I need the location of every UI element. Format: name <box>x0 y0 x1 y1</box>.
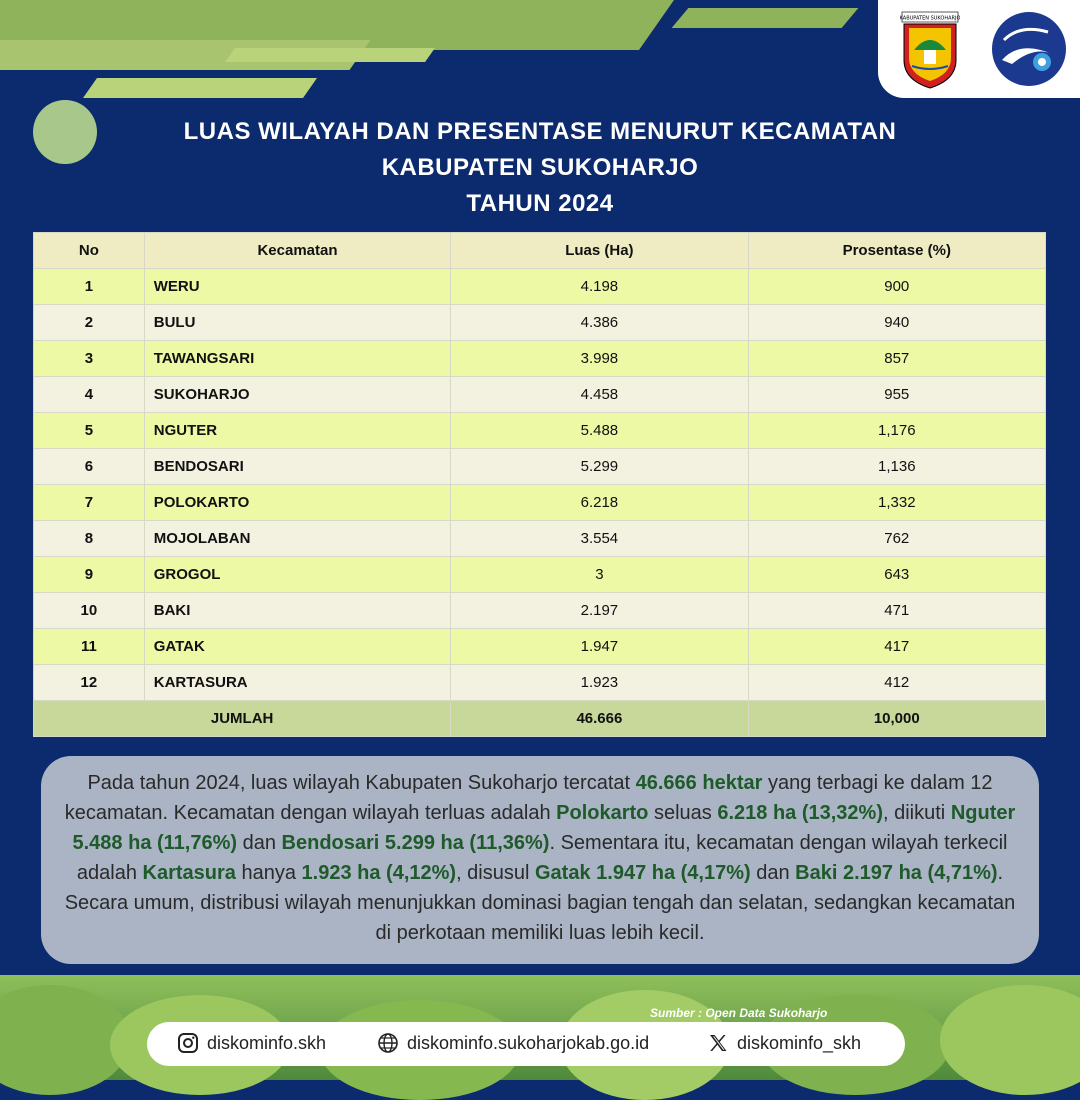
header-luas: Luas (Ha) <box>451 233 748 269</box>
cell-kecamatan: BAKI <box>144 593 450 629</box>
cell-luas: 4.386 <box>451 305 748 341</box>
cell-no: 8 <box>34 521 145 557</box>
data-table <box>33 232 1046 737</box>
cell-luas: 6.218 <box>451 485 748 521</box>
cell-luas: 3.554 <box>451 521 748 557</box>
cell-no: 6 <box>34 449 145 485</box>
cell-luas: 4.198 <box>451 269 748 305</box>
sukoharjo-shield-logo <box>900 10 960 90</box>
cell-prosentase: 1,332 <box>748 485 1045 521</box>
table-row <box>34 665 1046 701</box>
social-instagram[interactable] <box>177 1032 326 1054</box>
header-prosentase: Prosentase (%) <box>748 233 1045 269</box>
social-bar <box>147 1022 905 1066</box>
cell-kecamatan: POLOKARTO <box>144 485 450 521</box>
x-logo-icon <box>707 1032 729 1054</box>
summary-box <box>41 756 1039 964</box>
cell-prosentase: 417 <box>748 629 1045 665</box>
decor-stripe <box>672 8 859 28</box>
cell-kecamatan: BULU <box>144 305 450 341</box>
decor-stripe <box>83 78 317 98</box>
table-row <box>34 341 1046 377</box>
cell-no: 10 <box>34 593 145 629</box>
cell-kecamatan: GATAK <box>144 629 450 665</box>
cell-kecamatan: NGUTER <box>144 413 450 449</box>
total-label: JUMLAH <box>34 701 451 737</box>
page-title-line-1: LUAS WILAYAH DAN PRESENTASE MENURUT KECAMATAN <box>183 118 897 145</box>
source-note: Sumber : Open Data Sukoharjo <box>650 1006 828 1020</box>
x-handle: diskominfo_skh <box>737 1032 862 1053</box>
cell-luas: 5.299 <box>451 449 748 485</box>
area-table <box>33 232 1046 737</box>
cell-luas: 4.458 <box>451 377 748 413</box>
table-row <box>34 629 1046 665</box>
cell-kecamatan: MOJOLABAN <box>144 521 450 557</box>
table-header-row <box>34 233 1046 269</box>
table-row <box>34 521 1046 557</box>
cell-no: 1 <box>34 269 145 305</box>
social-website[interactable] <box>377 1032 649 1054</box>
cell-kecamatan: SUKOHARJO <box>144 377 450 413</box>
cell-no: 4 <box>34 377 145 413</box>
cell-no: 3 <box>34 341 145 377</box>
table-total-row <box>34 701 1046 737</box>
cell-prosentase: 940 <box>748 305 1045 341</box>
cell-prosentase: 643 <box>748 557 1045 593</box>
cell-prosentase: 1,176 <box>748 413 1045 449</box>
cell-prosentase: 471 <box>748 593 1045 629</box>
cell-luas: 1.947 <box>451 629 748 665</box>
table-row <box>34 413 1046 449</box>
total-luas: 46.666 <box>451 701 748 737</box>
table-row <box>34 377 1046 413</box>
social-x[interactable] <box>707 1032 861 1054</box>
cell-kecamatan: KARTASURA <box>144 665 450 701</box>
cell-kecamatan: BENDOSARI <box>144 449 450 485</box>
total-prosentase: 10,000 <box>748 701 1045 737</box>
cell-no: 12 <box>34 665 145 701</box>
cell-no: 9 <box>34 557 145 593</box>
cell-luas: 5.488 <box>451 413 748 449</box>
cell-no: 2 <box>34 305 145 341</box>
cell-no: 5 <box>34 413 145 449</box>
page-title-line-2: KABUPATEN SUKOHARJO <box>381 154 699 181</box>
instagram-icon <box>177 1032 199 1054</box>
table-row <box>34 485 1046 521</box>
cell-luas: 1.923 <box>451 665 748 701</box>
table-row <box>34 449 1046 485</box>
cell-prosentase: 955 <box>748 377 1045 413</box>
instagram-handle: diskominfo.skh <box>207 1032 327 1053</box>
cell-luas: 3 <box>451 557 748 593</box>
svg-text:KABUPATEN SUKOHARJO: KABUPATEN SUKOHARJO <box>900 15 960 22</box>
cell-prosentase: 1,136 <box>748 449 1045 485</box>
header-kecamatan: Kecamatan <box>144 233 450 269</box>
table-row <box>34 557 1046 593</box>
kominfo-logo <box>990 10 1068 88</box>
cell-kecamatan: TAWANGSARI <box>144 341 450 377</box>
cell-luas: 3.998 <box>451 341 748 377</box>
page-title-line-3: TAHUN 2024 <box>466 190 614 217</box>
cell-no: 7 <box>34 485 145 521</box>
cell-kecamatan: WERU <box>144 269 450 305</box>
table-row <box>34 269 1046 305</box>
cell-kecamatan: GROGOL <box>144 557 450 593</box>
decor-stripe <box>225 48 435 62</box>
cell-luas: 2.197 <box>451 593 748 629</box>
globe-icon <box>377 1032 399 1054</box>
summary-text: Pada tahun 2024, luas wilayah Kabupaten Sukoharjo tercatat 46.666 hektar yang terbagi ke dalam 12 kecamatan. Kecamatan dengan wilayah terluas adalah Polokarto seluas 6.218 ha (13,32%), diikuti Nguter 5.488 ha (11,76%) dan Bendosari 5.299 ha (11,36%). Sementara itu, kecamatan dengan wilayah terkecil adalah Kartasura hanya 1.923 ha (4,12%), disusul Gatak 1.947 ha (4,17%) dan Baki 2.197 ha (4,71%). Secara umum, distribusi wilayah menunjukkan dominasi bagian tengah dan selatan, sedangkan kecamatan di perkotaan memiliki luas lebih kecil. <box>64 772 1016 944</box>
logo-panel <box>878 0 1080 98</box>
table-row <box>34 305 1046 341</box>
cell-prosentase: 762 <box>748 521 1045 557</box>
cell-prosentase: 900 <box>748 269 1045 305</box>
cell-no: 11 <box>34 629 145 665</box>
cell-prosentase: 412 <box>748 665 1045 701</box>
decor-bush <box>940 985 1080 1095</box>
cell-prosentase: 857 <box>748 341 1045 377</box>
website-url: diskominfo.sukoharjokab.go.id <box>407 1032 650 1053</box>
header-no: No <box>34 233 145 269</box>
table-row <box>34 593 1046 629</box>
